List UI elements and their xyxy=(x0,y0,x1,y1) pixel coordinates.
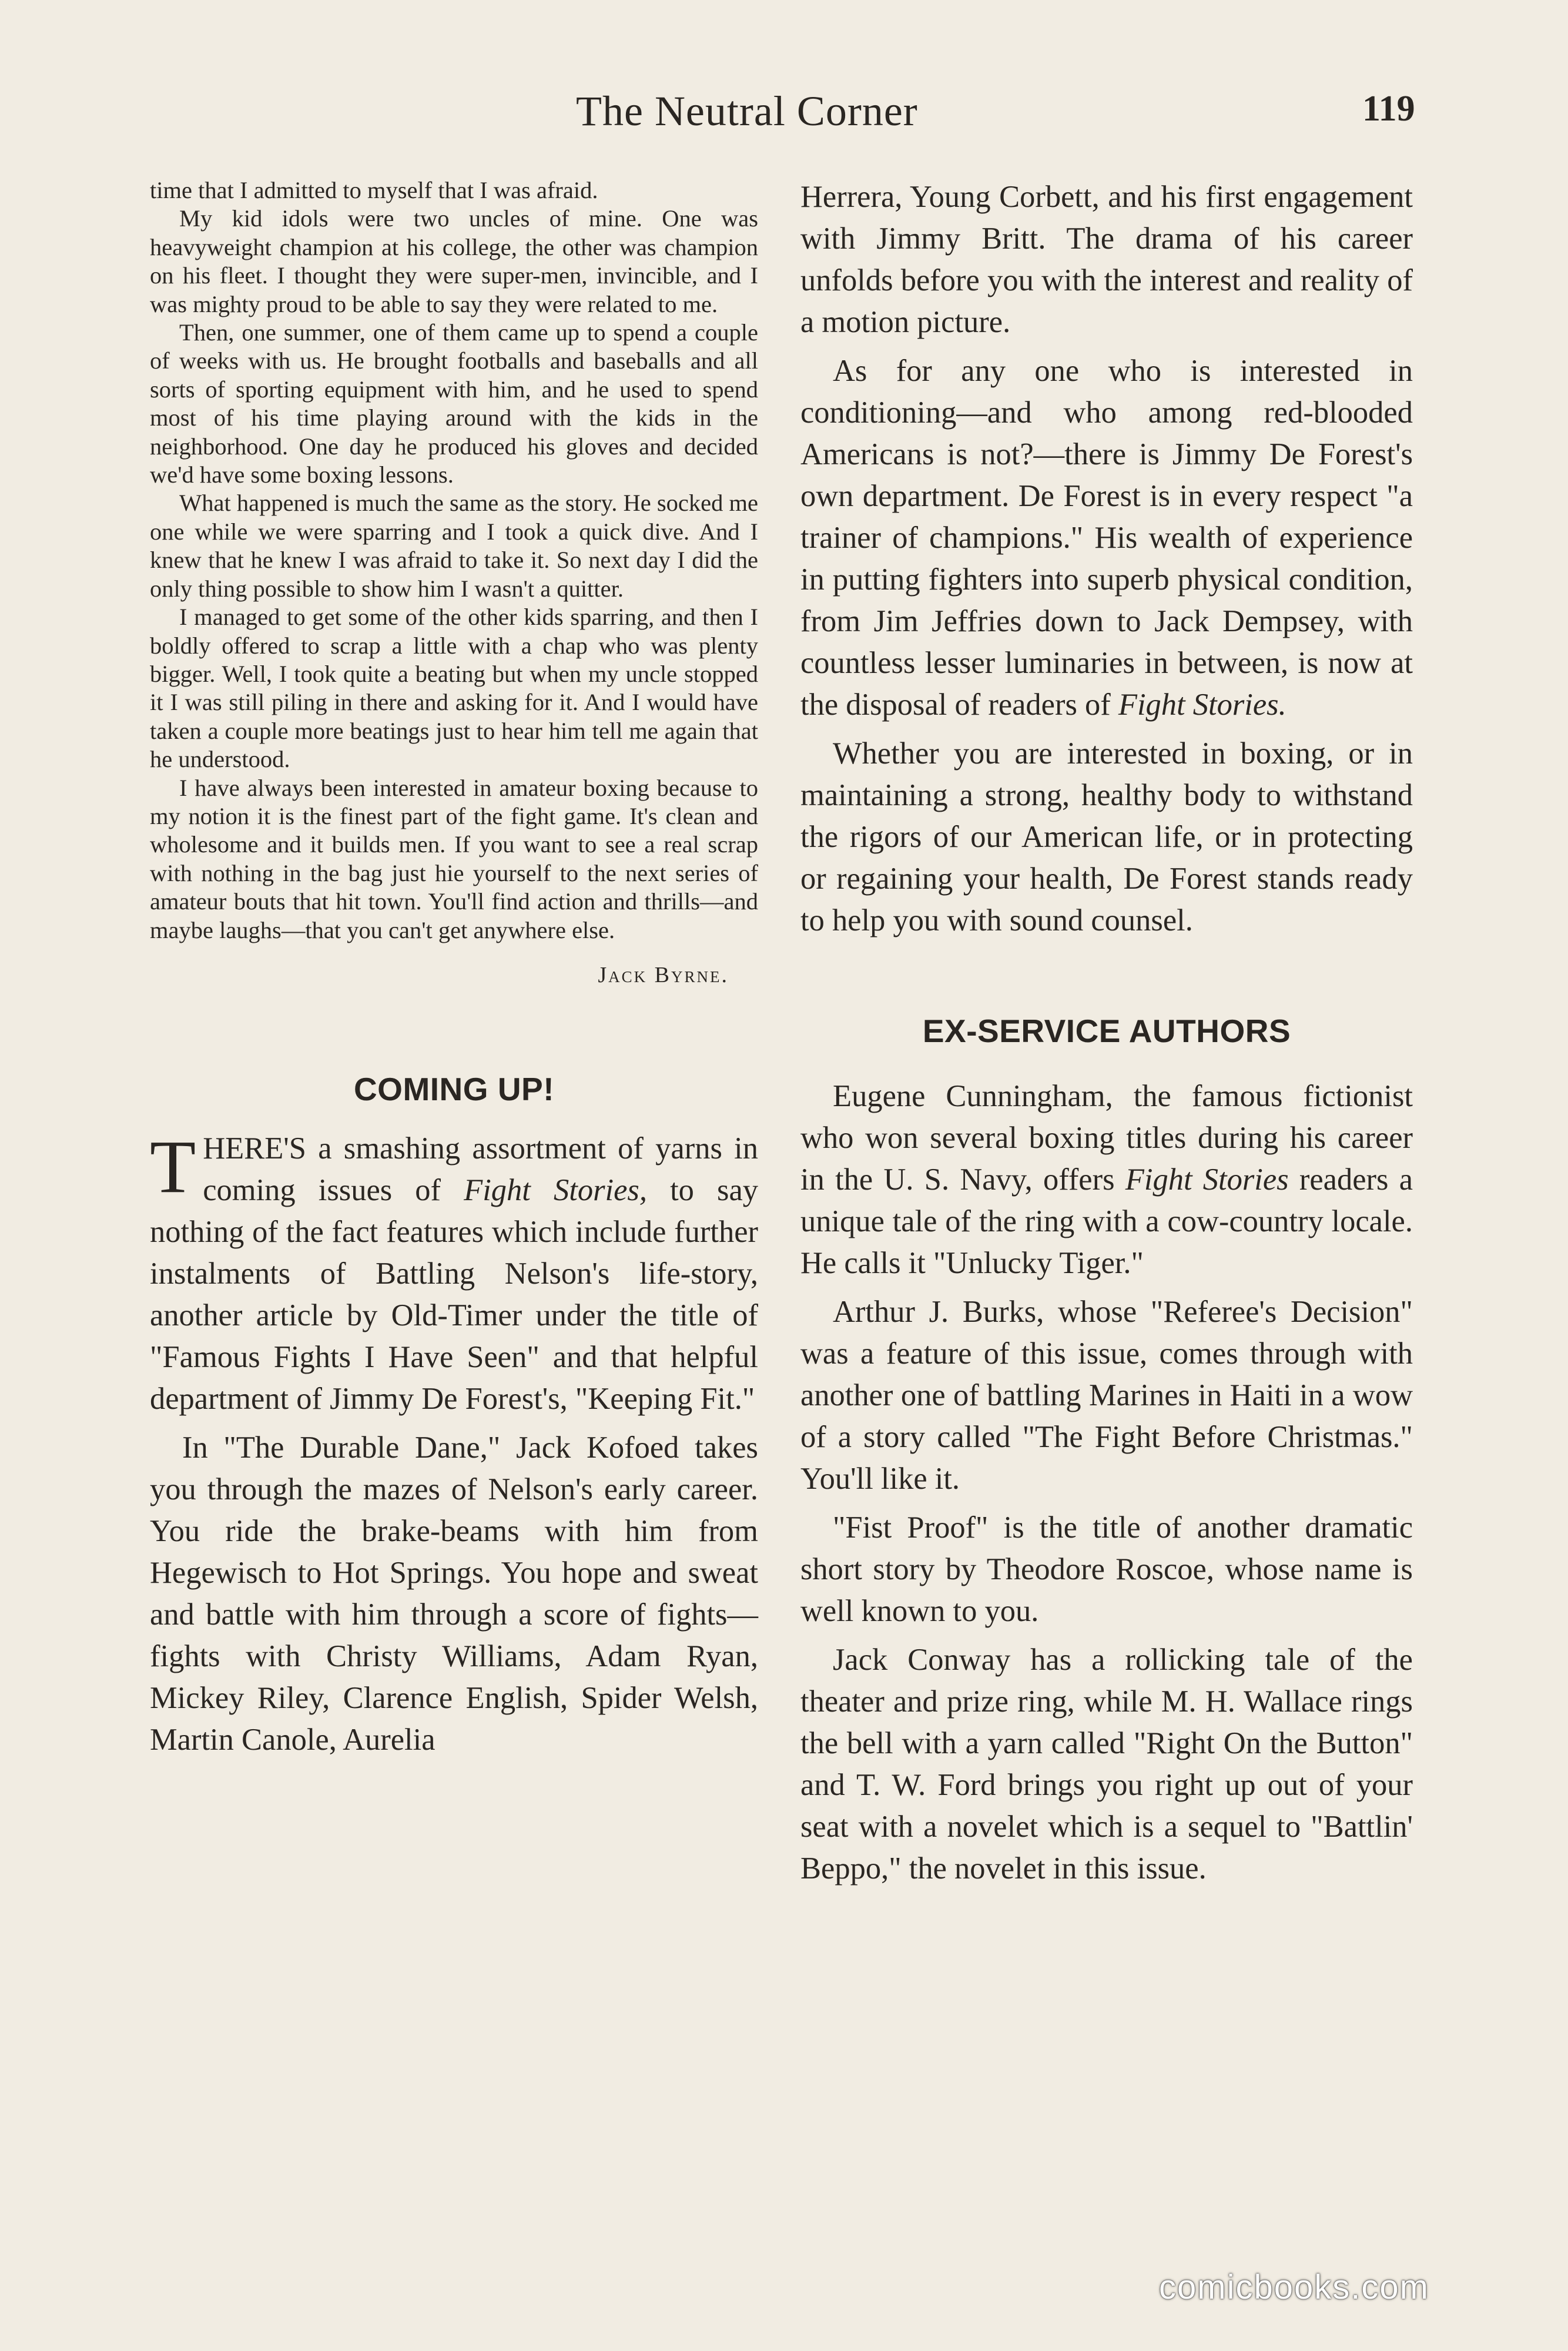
right-column xyxy=(800,176,1413,1897)
magazine-title: Fight Stories. xyxy=(1118,688,1286,722)
letter-section xyxy=(150,176,758,988)
ex-service-heading: EX-SERVICE AUTHORS xyxy=(922,1013,1291,1049)
letter-paragraph: My kid idols were two uncles of mine. One was heavyweight champion at his college, the other was champion on his fleet. I thought they were super-men, invincible, and I was mighty proud to be able to say they were related to me. xyxy=(150,205,758,317)
letter-paragraph: I managed to get some of the other kids sparring, and then I boldly offered to scrap a little with a chap who was plenty bigger. Well, I took quite a beating but when my uncle stopped it I was still piling in there and asking for it. And I would have taken a couple more beatings just to hear him tell me again that he understood. xyxy=(150,604,758,773)
ex-service-paragraph: Arthur J. Burks, whose "Referee's Decision" was a feature of this issue, comes through with another one of battling Marines in Haiti in a wow of a story called "The Fight Before Christmas." You'll like it. xyxy=(800,1295,1413,1496)
ex-service-paragraph: "Fist Proof" is the title of another dramatic short story by Theodore Roscoe, whose name is well known to you. xyxy=(800,1511,1413,1628)
coming-up-paragraph xyxy=(150,1124,759,1420)
coming-up-section xyxy=(150,1124,759,1761)
coming-up-text: As for any one who is interested in conditioning—and who among red-blooded Americans is not?—there is Jimmy De Forest's own department. De Forest is in every respect "a trainer of champions." His wealth of experience in putting fighters into superb physical condition, from Jim Jeffries down to Jack Dempsey, with countless lesser luminaries in between, is now at the disposal of readers of xyxy=(800,354,1413,722)
letter-paragraph: I have always been interested in amateur boxing because to my notion it is the finest part of the fight game. It's clean and wholesome and it builds men. If you want to see a real scrap with nothing in the bag just hie yourself to the next series of amateur bouts that hit town. You'll find action and thrills—and maybe laughs—that you can't get anywhere else. xyxy=(150,774,758,943)
letter-signature: Jack Byrne. xyxy=(598,962,729,987)
letter-paragraph: Then, one summer, one of them came up to spend a couple of weeks with us. He brought footballs and baseballs and all sorts of sporting equipment with him, and he used to spend most of his time playing around with the kids in the neighborhood. One day he produced his gloves and decided we'd have some boxing lessons. xyxy=(150,319,758,488)
ex-service-text: Eugene Cunningham, the famous fictionist who won several boxing titles during his career in the U. S. Navy, offers xyxy=(800,1079,1413,1197)
letter-paragraph: What happened is much the same as the story. He socked me one while we were sparring and I took a quick dive. And I knew that he knew I was afraid to take it. So next day I did the only thing possible to show him I wasn't a quitter. xyxy=(150,490,758,602)
letter-paragraph: time that I admitted to myself that I was afraid. xyxy=(150,177,598,203)
page-title: The Neutral Corner xyxy=(576,88,918,135)
coming-up-paragraph: Whether you are interested in boxing, or in maintaining a strong, healthy body to withstand the rigors of our American life, or in protecting or regaining your health, De Forest stands ready to help you with sound counsel. xyxy=(800,736,1413,937)
ex-service-paragraph xyxy=(800,1076,1413,1284)
left-column xyxy=(150,176,758,1768)
coming-up-paragraph: In "The Durable Dane," Jack Kofoed takes you through the mazes of Nelson's early career. You ride the brake-beams with him from Hegewisch to Hot Springs. You hope and sweat and battle with him through a score of fights—fights with Christy Williams, Adam Ryan, Mickey Riley, Clarence English, Spider Welsh, Martin Canole, Aurelia xyxy=(150,1430,758,1757)
magazine-title: Fight Stories xyxy=(1125,1163,1289,1197)
ex-service-paragraph: Jack Conway has a rollicking tale of the theater and prize ring, while M. H. Wallace rings the bell with a yarn called "Right On the Button" and T. W. Ford brings you right up out of your seat with a novelet which is a sequel to "Battlin' Beppo," the novelet in this issue. xyxy=(800,1643,1413,1886)
watermark: comicbooks.com xyxy=(1159,2268,1429,2306)
coming-up-text: to say nothing of the fact features which include further instalments of Battling Nelson's life-story, another article by Old-Timer under the title of "Famous Fights I Have Seen" and that helpful department of Jimmy De Forest's, "Keeping Fit." xyxy=(150,1173,759,1416)
coming-up-paragraph xyxy=(800,350,1413,726)
drop-cap: T xyxy=(150,1124,196,1208)
coming-up-heading: COMING UP! xyxy=(353,1070,555,1107)
coming-up-text: HERE'S a smashing assortment of yarns in coming issues of xyxy=(203,1131,758,1207)
ex-service-text: readers a unique tale of the ring with a cow-country locale. He calls it "Unlucky Tiger." xyxy=(800,1163,1413,1280)
page-number: 119 xyxy=(1362,89,1415,129)
coming-up-paragraph-continued: Herrera, Young Corbett, and his first engagement with Jimmy Britt. The drama of his career unfolds before you with the interest and reality of a motion picture. xyxy=(800,180,1413,339)
magazine-title: Fight Stories, xyxy=(464,1173,647,1207)
